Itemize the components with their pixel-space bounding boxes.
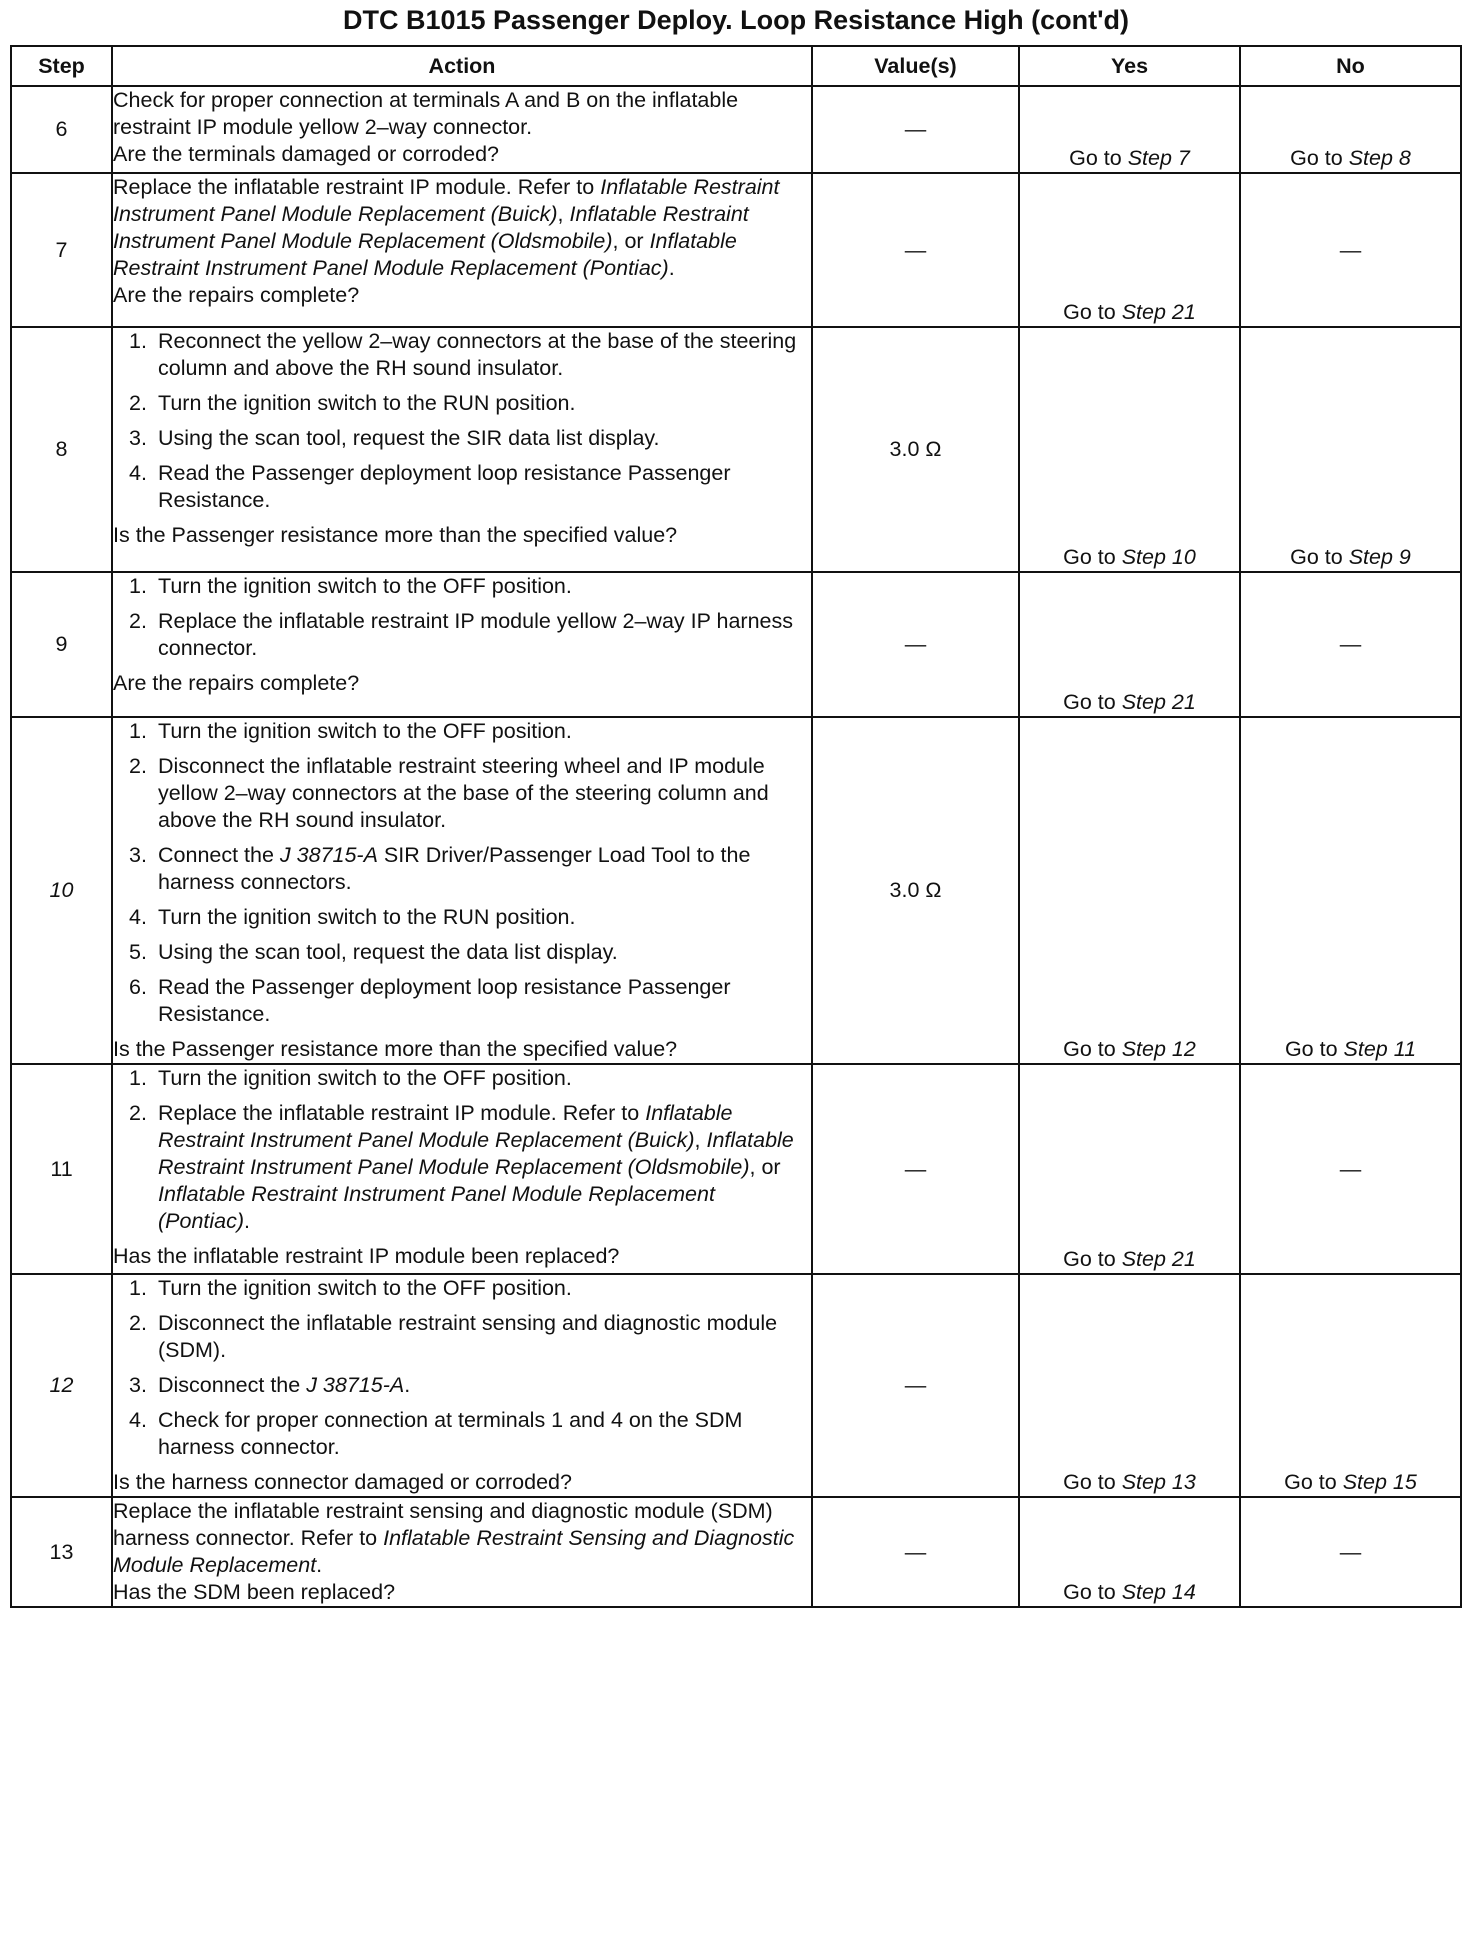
action-step: 4. Read the Passenger deployment loop resistance Passenger Resistance. xyxy=(129,461,731,512)
action-cell xyxy=(112,717,812,1064)
action-step: 3. Using the scan tool, request the SIR data list display. xyxy=(129,426,660,450)
step-index: 5. xyxy=(129,940,147,964)
action-step: 4. Turn the ignition switch to the RUN position. xyxy=(129,905,576,929)
table-row xyxy=(11,717,1461,1064)
action-step: 1. Turn the ignition switch to the OFF position. xyxy=(129,574,572,598)
action-step: 5. Using the scan tool, request the data list display. xyxy=(129,940,618,964)
no-cell: — xyxy=(1240,572,1461,717)
action-step: 1. Turn the ignition switch to the OFF position. xyxy=(129,719,572,743)
action-step: 2. Disconnect the inflatable restraint sensing and diagnostic module (SDM). xyxy=(129,1311,778,1362)
yes-cell: Go to Step 12 xyxy=(1019,717,1240,1064)
italic-ref: J 38715-A xyxy=(279,843,378,867)
italic-ref: Inflatable Restraint Sensing and Diagnostic Module Replacement xyxy=(113,1526,795,1577)
step-index: 1. xyxy=(129,719,147,743)
value-cell: 3.0 Ω xyxy=(812,327,1019,572)
step-index: 1. xyxy=(129,574,147,598)
header-no: No xyxy=(1240,46,1461,86)
action-step: 1. Turn the ignition switch to the OFF position. xyxy=(129,1276,572,1300)
step-index: 2. xyxy=(129,391,147,415)
step-index: 2. xyxy=(129,1101,147,1125)
action-step: 4. Check for proper connection at terminals 1 and 4 on the SDM harness connector. xyxy=(129,1408,743,1459)
table-header-row xyxy=(11,46,1461,86)
action-cell xyxy=(112,1064,812,1274)
diagnostic-table xyxy=(10,45,1462,1608)
action-question: Is the Passenger resistance more than the specified value? xyxy=(113,1037,678,1061)
action-question: Has the inflatable restraint IP module been replaced? xyxy=(113,1244,620,1268)
action-cell xyxy=(112,327,812,572)
step-index: 1. xyxy=(129,329,147,353)
action-step: 3. Disconnect the J 38715-A. xyxy=(129,1373,411,1397)
table-row xyxy=(11,327,1461,572)
action-cell xyxy=(112,1497,812,1607)
value-cell: — xyxy=(812,1497,1019,1607)
action-step: 3. Connect the J 38715-A SIR Driver/Passenger Load Tool to the harness connectors. xyxy=(129,843,751,894)
step-number: 9 xyxy=(11,572,112,717)
action-cell xyxy=(112,86,812,173)
value-cell: — xyxy=(812,1274,1019,1497)
action-step: 2. Disconnect the inflatable restraint steering wheel and IP module yellow 2–way connectors at the base of the steering column and above the RH sound insulator. xyxy=(129,754,769,832)
step-number: 10 xyxy=(11,717,112,1064)
no-cell: — xyxy=(1240,173,1461,327)
step-index: 2. xyxy=(129,1311,147,1335)
header-yes: Yes xyxy=(1019,46,1240,86)
italic-ref: Inflatable Restraint Instrument Panel Module Replacement (Buick) xyxy=(158,1101,733,1152)
table-row xyxy=(11,1497,1461,1607)
no-cell: Go to Step 15 xyxy=(1240,1274,1461,1497)
value-cell: — xyxy=(812,86,1019,173)
yes-cell: Go to Step 21 xyxy=(1019,173,1240,327)
action-text: Replace the inflatable restraint sensing and diagnostic module (SDM) harness connector. Refer to Inflatable Restraint Sensing and Diagnostic Module Replacement. xyxy=(113,1499,795,1577)
action-steps xyxy=(113,573,811,662)
yes-cell: Go to Step 10 xyxy=(1019,327,1240,572)
step-index: 1. xyxy=(129,1276,147,1300)
step-index: 2. xyxy=(129,609,147,633)
action-step: 1. Reconnect the yellow 2–way connectors at the base of the steering column and above the RH sound insulator. xyxy=(129,329,797,380)
yes-cell: Go to Step 13 xyxy=(1019,1274,1240,1497)
goto-target: Step 12 xyxy=(1121,1037,1196,1061)
italic-ref: Inflatable Restraint Instrument Panel Module Replacement (Oldsmobile) xyxy=(158,1128,794,1179)
action-question: Is the harness connector damaged or corroded? xyxy=(113,1470,572,1494)
action-cell xyxy=(112,572,812,717)
goto-target: Step 14 xyxy=(1121,1580,1196,1604)
action-question: Has the SDM been replaced? xyxy=(113,1580,396,1604)
goto-target: Step 11 xyxy=(1343,1037,1417,1061)
table-row xyxy=(11,1274,1461,1497)
italic-ref: Inflatable Restraint Instrument Panel Module Replacement (Pontiac) xyxy=(158,1182,715,1233)
header-step: Step xyxy=(11,46,112,86)
table-row xyxy=(11,86,1461,173)
goto-target: Step 15 xyxy=(1342,1470,1417,1494)
goto-target: Step 21 xyxy=(1121,690,1196,714)
value-cell: — xyxy=(812,173,1019,327)
value-cell: — xyxy=(812,572,1019,717)
step-number: 12 xyxy=(11,1274,112,1497)
value-cell: — xyxy=(812,1064,1019,1274)
page-title: DTC B1015 Passenger Deploy. Loop Resistance High (cont'd) xyxy=(342,5,1130,35)
step-index: 4. xyxy=(129,461,147,485)
no-cell: Go to Step 9 xyxy=(1240,327,1461,572)
table-row xyxy=(11,572,1461,717)
value-cell: 3.0 Ω xyxy=(812,717,1019,1064)
action-step: 2. Replace the inflatable restraint IP module. Refer to Inflatable Restraint Instrument Panel Module Replacement (Buick), Inflatable Restraint Instrument Panel Module Replacement (Oldsmobile), or Inflatable Restraint Instrument Panel Module Replacement (Pontiac). xyxy=(129,1101,794,1233)
goto-target: Step 13 xyxy=(1121,1470,1196,1494)
action-question: Are the repairs complete? xyxy=(113,283,360,307)
goto-target: Step 9 xyxy=(1348,545,1411,569)
action-question: Are the repairs complete? xyxy=(113,671,360,695)
goto-target: Step 10 xyxy=(1121,545,1196,569)
step-index: 3. xyxy=(129,426,147,450)
table-row xyxy=(11,1064,1461,1274)
step-index: 3. xyxy=(129,843,147,867)
yes-cell: Go to Step 7 xyxy=(1019,86,1240,173)
no-cell: — xyxy=(1240,1064,1461,1274)
step-index: 3. xyxy=(129,1373,147,1397)
action-text: Replace the inflatable restraint IP module. Refer to Inflatable Restraint Instrument Panel Module Replacement (Buick), Inflatable Restraint Instrument Panel Module Replacement (Oldsmobile), or Inflatable Restraint Instrument Panel Module Replacement (Pontiac). xyxy=(113,175,780,280)
step-index: 1. xyxy=(129,1066,147,1090)
step-number: 13 xyxy=(11,1497,112,1607)
no-cell: Go to Step 11 xyxy=(1240,717,1461,1064)
step-index: 2. xyxy=(129,754,147,778)
yes-cell: Go to Step 14 xyxy=(1019,1497,1240,1607)
step-index: 4. xyxy=(129,905,147,929)
step-index: 6. xyxy=(129,975,147,999)
goto-target: Step 21 xyxy=(1121,1247,1196,1271)
italic-ref: Inflatable Restraint Instrument Panel Module Replacement (Pontiac) xyxy=(113,229,737,280)
action-question: Is the Passenger resistance more than the specified value? xyxy=(113,523,678,547)
header-action: Action xyxy=(112,46,812,86)
no-cell: Go to Step 8 xyxy=(1240,86,1461,173)
step-index: 4. xyxy=(129,1408,147,1432)
step-number: 11 xyxy=(11,1064,112,1274)
goto-target: Step 21 xyxy=(1121,300,1196,324)
step-number: 6 xyxy=(11,86,112,173)
action-step: 6. Read the Passenger deployment loop resistance Passenger Resistance. xyxy=(129,975,731,1026)
italic-ref: Inflatable Restraint Instrument Panel Module Replacement (Buick) xyxy=(113,175,780,226)
italic-ref: J 38715-A xyxy=(306,1373,405,1397)
action-steps xyxy=(113,328,811,514)
action-steps xyxy=(113,1275,811,1461)
action-cell xyxy=(112,1274,812,1497)
action-steps xyxy=(113,1065,811,1235)
action-step: 1. Turn the ignition switch to the OFF position. xyxy=(129,1066,572,1090)
yes-cell: Go to Step 21 xyxy=(1019,572,1240,717)
italic-ref: Inflatable Restraint Instrument Panel Module Replacement (Oldsmobile) xyxy=(113,202,749,253)
action-question: Are the terminals damaged or corroded? xyxy=(113,142,500,166)
no-cell: — xyxy=(1240,1497,1461,1607)
action-step: 2. Replace the inflatable restraint IP module yellow 2–way IP harness connector. xyxy=(129,609,794,660)
goto-target: Step 7 xyxy=(1127,146,1190,170)
header-value: Value(s) xyxy=(812,46,1019,86)
step-number: 8 xyxy=(11,327,112,572)
yes-cell: Go to Step 21 xyxy=(1019,1064,1240,1274)
table-row xyxy=(11,173,1461,327)
action-steps xyxy=(113,718,811,1028)
action-cell xyxy=(112,173,812,327)
action-text: Check for proper connection at terminals A and B on the inflatable restraint IP module yellow 2–way connector. xyxy=(113,88,739,139)
goto-target: Step 8 xyxy=(1348,146,1411,170)
step-number: 7 xyxy=(11,173,112,327)
action-step: 2. Turn the ignition switch to the RUN position. xyxy=(129,391,576,415)
